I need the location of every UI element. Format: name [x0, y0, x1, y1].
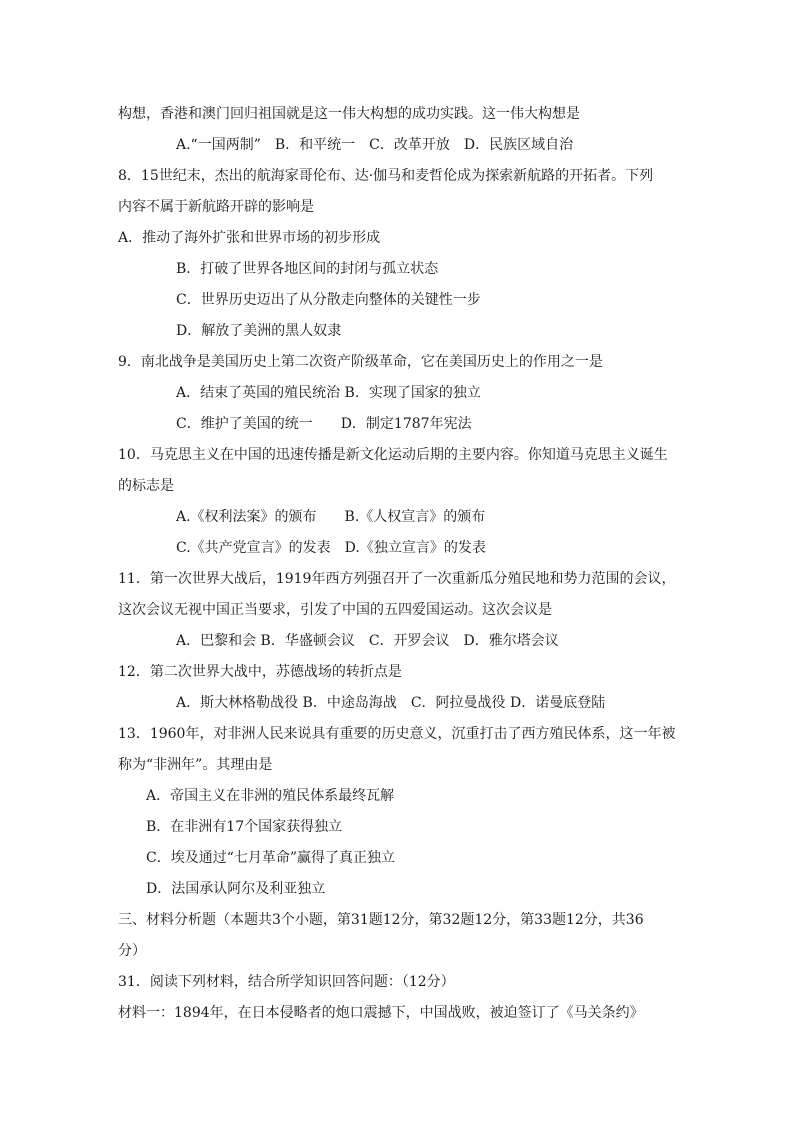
q8-option-a: A．推动了海外扩张和世界市场的初步形成	[118, 230, 381, 246]
q8-stem-line-1: 8．15世纪末，杰出的航海家哥伦布、达·伽马和麦哲伦成为探索新航路的开拓者。下列	[118, 168, 654, 184]
q13-option-d: D．法国承认阿尔及利亚独立	[146, 881, 326, 897]
q31-stem: 31．阅读下列材料，结合所学知识回答问题：（12分）	[118, 974, 455, 990]
q7-options: A.“一国两制” B．和平统一 C．改革开放 D．民族区域自治	[176, 137, 574, 153]
q11-options: A．巴黎和会 B．华盛顿会议 C．开罗会议 D．雅尔塔会议	[176, 633, 559, 649]
q11-stem-line-2: 这次会议无视中国正当要求，引发了中国的五四爱国运动。这次会议是	[118, 602, 552, 618]
q13-stem-line-2: 称为“非洲年”。其理由是	[118, 757, 273, 773]
q10-stem-line-2: 的标志是	[118, 478, 174, 494]
q13-option-a: A．帝国主义在非洲的殖民体系最终瓦解	[146, 788, 395, 804]
q7-stem-line: 构想，香港和澳门回归祖国就是这一伟大构想的成功实践。这一伟大构想是	[118, 106, 580, 122]
q31-material-1: 材料一：1894年，在日本侵略者的炮口震撼下，中国战败，被迫签订了《马关条约》	[118, 1005, 644, 1021]
q9-options-ab: A．结束了英国的殖民统治 B．实现了国家的独立	[176, 385, 481, 401]
q8-option-c: C．世界历史迈出了从分散走向整体的关键性一步	[176, 292, 481, 308]
section-3-heading-line-2: 分）	[118, 943, 146, 959]
section-3-heading-line-1: 三、材料分析题（本题共3个小题，第31题12分，第32题12分，第33题12分，共36	[118, 912, 644, 928]
q8-option-b: B．打破了世界各地区间的封闭与孤立状态	[176, 261, 439, 277]
q13-option-c: C．埃及通过“七月革命”赢得了真正独立	[146, 850, 396, 866]
q10-options-cd: C.《共产党宣言》的发表 D.《独立宣言》的发表	[176, 540, 486, 556]
q12-stem: 12．第二次世界大战中，苏德战场的转折点是	[118, 664, 402, 680]
q9-stem: 9．南北战争是美国历史上第二次资产阶级革命，它在美国历史上的作用之一是	[118, 354, 603, 370]
q9-options-cd: C．维护了美国的统一 D．制定1787年宪法	[176, 416, 472, 432]
q13-option-b: B．在非洲有17个国家获得独立	[146, 819, 343, 835]
q8-stem-line-2: 内容不属于新航路开辟的影响是	[118, 199, 314, 215]
q13-stem-line-1: 13．1960年，对非洲人民来说具有重要的历史意义，沉重打击了西方殖民体系，这一年被	[118, 726, 676, 742]
q8-option-d: D．解放了美洲的黑人奴隶	[176, 323, 342, 339]
q10-options-ab: A.《权利法案》的颁布 B.《人权宣言》的颁布	[176, 509, 486, 525]
q12-options: A．斯大林格勒战役 B．中途岛海战 C．阿拉曼战役 D．诺曼底登陆	[176, 695, 606, 711]
q10-stem-line-1: 10．马克思主义在中国的迅速传播是新文化运动后期的主要内容。你知道马克思主义诞生	[118, 447, 668, 463]
q11-stem-line-1: 11．第一次世界大战后，1919年西方列强召开了一次重新瓜分殖民地和势力范围的会议，	[118, 571, 676, 587]
